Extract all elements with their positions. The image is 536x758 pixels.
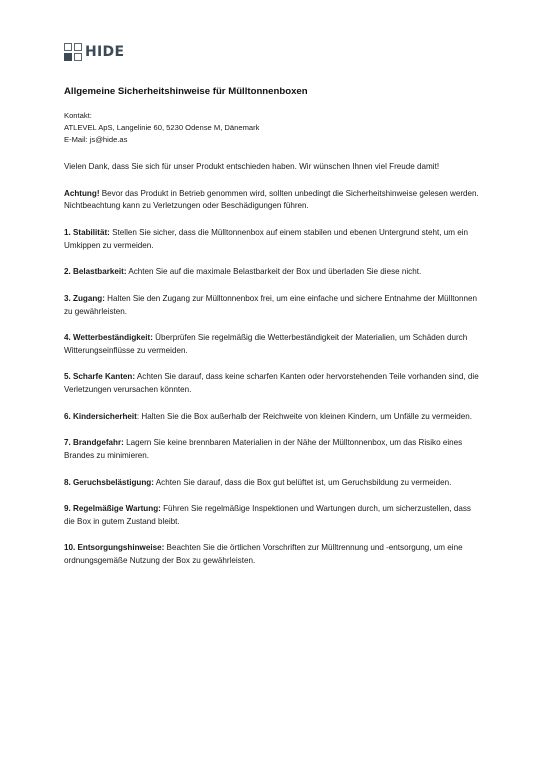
safety-item-text: Überprüfen Sie regelmäßig die Wetterbeständigkeit der Materialien, um Schäden durch Witterungseinflüsse zu vermeiden. [64, 333, 468, 355]
safety-item-2 [64, 266, 480, 279]
logo-grid-icon [64, 43, 82, 61]
intro-paragraph: Vielen Dank, dass Sie sich für unser Produkt entschieden haben. Wir wünschen Ihnen viel Freude damit! [64, 162, 440, 172]
safety-item-10 [64, 542, 480, 568]
safety-item-heading: 6. Kindersicherheit [64, 411, 137, 421]
warning-paragraph [64, 188, 480, 214]
safety-item-heading: 9. Regelmäßige Wartung: [64, 504, 161, 514]
document-title: Allgemeine Sicherheitshinweise für Mülltonnenboxen [64, 86, 308, 97]
logo-square-top-left [64, 43, 72, 51]
safety-item-text: Achten Sie auf die maximale Belastbarkeit der Box und überladen Sie diese nicht. [126, 267, 422, 277]
safety-item-5 [64, 371, 480, 397]
safety-item-6 [64, 411, 480, 424]
hide-logo [64, 43, 124, 61]
safety-item-text: Halten Sie den Zugang zur Mülltonnenbox frei, um eine einfache und sichere Entnahme der Mülltonnen zu gewährleisten. [64, 293, 478, 316]
document-body [64, 86, 480, 582]
contact-label: Kontakt: [64, 111, 92, 121]
safety-item-1 [64, 227, 480, 253]
safety-item-text: Achten Sie darauf, dass keine scharfen Kanten oder hervorstehenden Teile vorhanden sind, die Verletzungen verursachen könnten. [64, 372, 479, 395]
contact-email: E-Mail: js@hide.as [64, 134, 128, 144]
safety-item-8 [64, 477, 480, 490]
safety-item-heading: 5. Scharfe Kanten: [64, 372, 136, 382]
safety-item-7 [64, 437, 480, 463]
logo-square-bottom-right [74, 53, 82, 61]
safety-item-heading: 1. Stabilität: [64, 227, 110, 237]
safety-item-heading: 2. Belastbarkeit: [64, 267, 127, 277]
safety-item-text: : Halten Sie die Box außerhalb der Reichweite von kleinen Kindern, um Unfälle zu vermeiden. [136, 411, 473, 421]
safety-item-heading: 10. Entsorgungshinweise: [64, 543, 165, 553]
logo-text: HIDE [85, 44, 125, 60]
logo-square-bottom-left [64, 53, 72, 61]
safety-item-9 [64, 503, 480, 529]
safety-item-text: Stellen Sie sicher, dass die Mülltonnenbox auf einem stabilen und ebenen Untergrund steht, um ein Umkippen zu vermeiden. [64, 227, 469, 250]
contact-address: ATLEVEL ApS, Langelinie 60, 5230 Odense M, Dänemark [64, 123, 260, 132]
safety-item-text: Führen Sie regelmäßige Inspektionen und Wartungen durch, um sicherzustellen, dass die Box in gutem Zustand bleibt. [64, 504, 471, 526]
safety-item-text: Lagern Sie keine brennbaren Materialien in der Nähe der Mülltonnenbox, um das Risiko eines Brandes zu minimieren. [64, 438, 463, 461]
safety-item-4 [64, 332, 480, 358]
safety-item-heading: 8. Geruchsbelästigung: [64, 477, 154, 487]
safety-item-text: Beachten Sie die örtlichen Vorschriften zur Mülltrennung und -entsorgung, um eine ordnungsgemäße Nutzung der Box zu gewährleisten. [64, 543, 463, 566]
warning-text: Bevor das Produkt in Betrieb genommen wird, sollten unbedingt die Sicherheitshinweise gelesen werden. Nichtbeachtung kann zu Verletzungen oder Beschädigungen führen. [64, 188, 479, 211]
safety-item-heading: 3. Zugang: [64, 293, 105, 303]
safety-item-heading: 4. Wetterbeständigkeit: [64, 333, 153, 343]
contact-block [64, 110, 480, 145]
logo-square-top-right [74, 43, 82, 51]
safety-item-text: Achten Sie darauf, dass die Box gut belüftet ist, um Geruchsbildung zu vermeiden. [153, 477, 452, 487]
warning-heading: Achtung! [64, 188, 100, 198]
safety-item-3 [64, 293, 480, 319]
safety-item-heading: 7. Brandgefahr: [64, 438, 124, 448]
